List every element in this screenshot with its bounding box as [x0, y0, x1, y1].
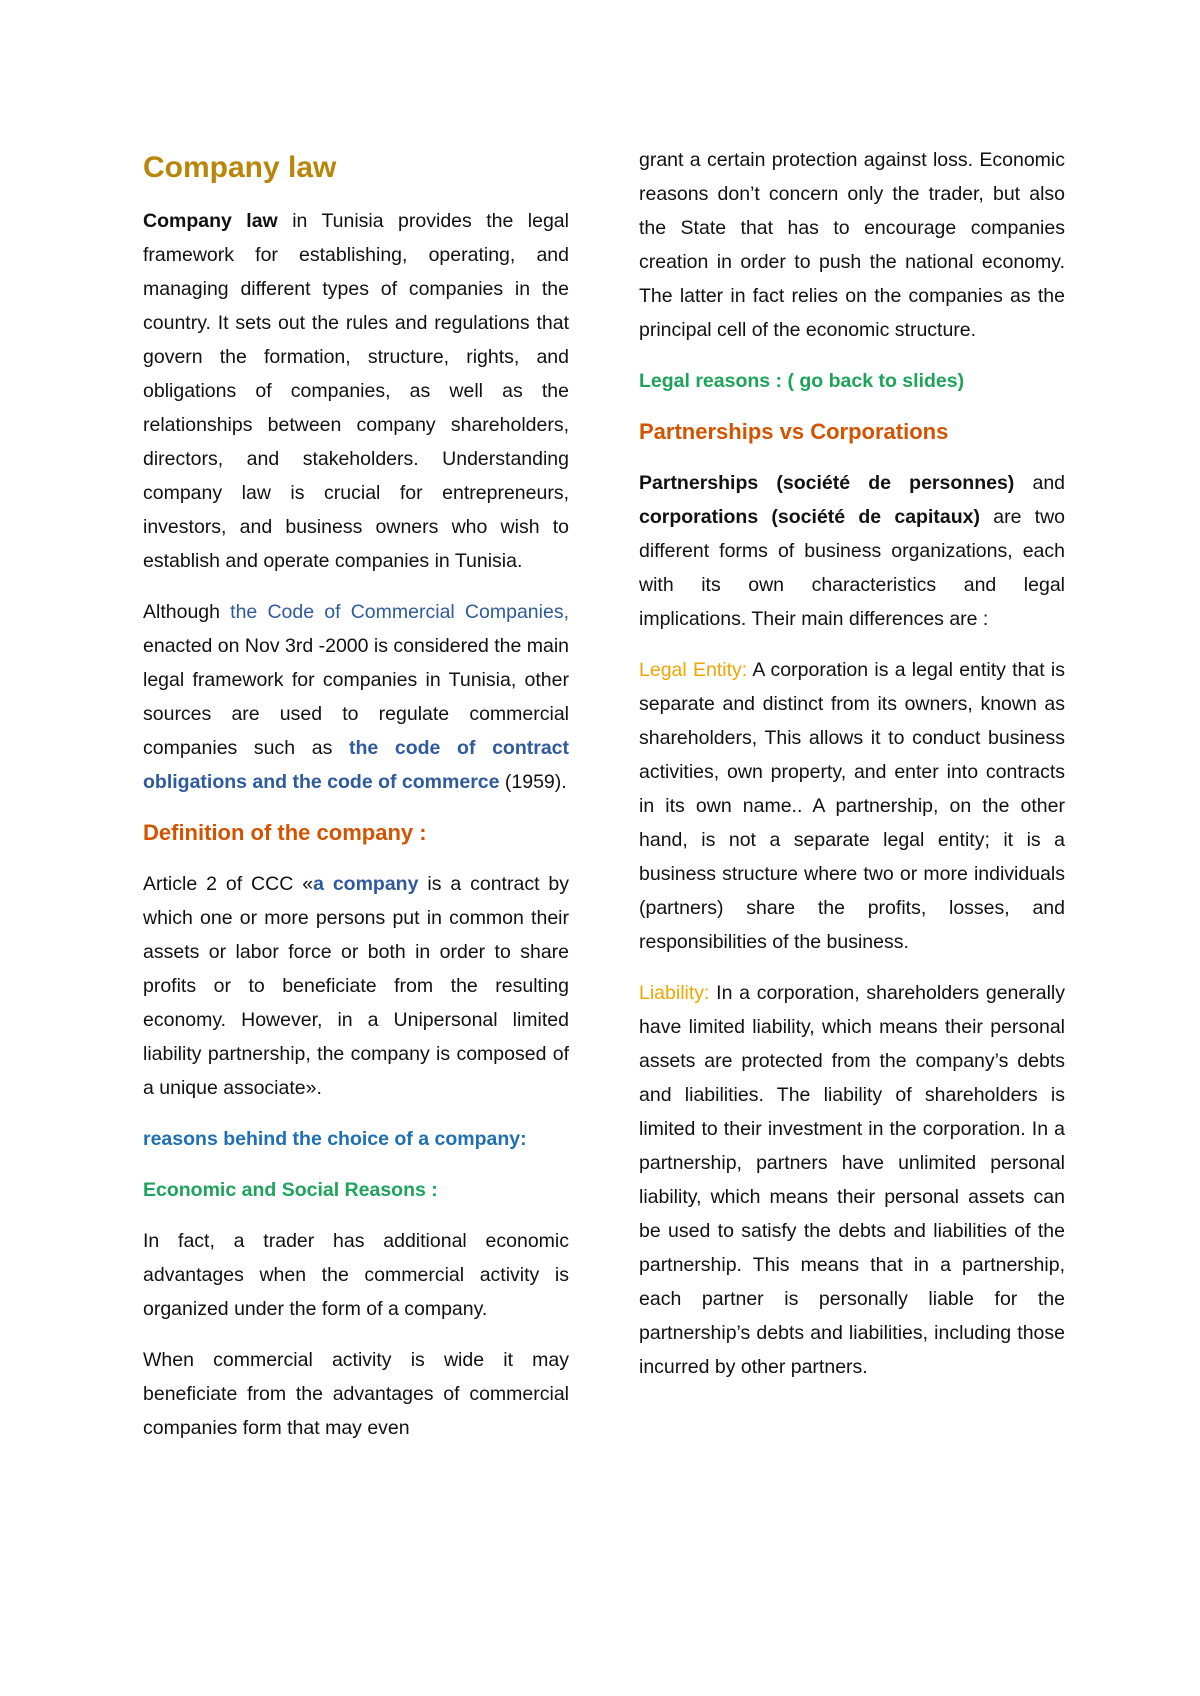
forms-text-b: are two different forms of business organizations, each with its own characteristics and legal implications. Their main differences are :: [639, 506, 1065, 630]
left-column: [143, 148, 569, 1462]
intro-paragraph: [143, 204, 569, 578]
liability-text: In a corporation, shareholders generally have limited liability, which means their personal assets are protected from the company’s debts and liabilities. The liability of shareholders is limited to their investment in the corporation. In a partnership, partners have unlimited personal liability, which means their personal assets can be used to satisfy the debts and liabilities of the partnership. This means that in a partnership, each partner is personally liable for the partnership’s debts and liabilities, including those incurred by other partners.: [639, 982, 1065, 1378]
economic-paragraph-1: In fact, a trader has additional economic advantages when the commercial activity is organized under the form of a company.: [143, 1230, 569, 1320]
definition-text-b: is a contract by which one or more persons put in common their assets or labor force or both in order to share profits or to beneficiate from the resulting economy. However, in a Unipersonal limited liability partnership, the company is composed of a unique associate».: [143, 873, 569, 1099]
legal-entity-label: Legal Entity:: [639, 659, 748, 681]
code-obligations-ref: the code of contract obligations and the code of commerce: [143, 737, 570, 793]
intro-lead: Company law: [143, 210, 278, 232]
economic-reasons-heading: Economic and Social Reasons :: [143, 1179, 438, 1201]
economic-paragraph-continued: grant a certain protection against loss. Economic reasons don’t concern only the trader, but also the State that has to encourage companies creation in order to push the national economy. The latter in fact relies on the companies as the principal cell of the economic structure.: [639, 149, 1065, 341]
forms-text-a: and: [1014, 472, 1066, 494]
sources-text-b: enacted on Nov 3rd -2000 is considered the main legal framework for companies in Tunisia, other sources are used to regulate commercial companies such as: [143, 635, 570, 759]
liability-label: Liability:: [639, 982, 710, 1004]
sources-text-c: (1959).: [499, 771, 567, 793]
corporations-term: corporations (société de capitaux): [639, 506, 980, 528]
definition-heading: Definition of the company :: [143, 820, 427, 845]
reasons-heading: reasons behind the choice of a company:: [143, 1128, 527, 1150]
partnerships-term: Partnerships (société de personnes): [639, 472, 1015, 494]
code-commercial-companies-ref: the Code of Commercial Companies,: [230, 601, 569, 623]
legal-entity-text: A corporation is a legal entity that is separate and distinct from its owners, known as shareholders, This allows it to conduct business activities, own property, and enter into contracts in its own name.. A partnership, on the other hand, is not a separate legal entity; it is a business structure where two or more individuals (partners) share the profits, losses, and responsibilities of the business.: [639, 659, 1065, 953]
company-term: a company: [313, 873, 419, 895]
sources-paragraph: [143, 595, 569, 799]
economic-paragraph-2: When commercial activity is wide it may beneficiate from the advantages of commercial companies form that may even: [143, 1349, 569, 1439]
legal-entity-paragraph: [639, 653, 1065, 959]
sources-text-a: Although: [143, 601, 231, 623]
definition-paragraph: [143, 867, 569, 1105]
liability-paragraph: [639, 976, 1065, 1384]
forms-paragraph: [639, 466, 1065, 636]
legal-reasons-heading: Legal reasons : ( go back to slides): [639, 370, 965, 392]
intro-text: in Tunisia provides the legal framework for establishing, operating, and managing different types of companies in the country. It sets out the rules and regulations that govern the formation, structure, rights, and obligations of companies, as well as the relationships between company shareholders, directors, and stakeholders. Understanding company law is crucial for entrepreneurs, investors, and business owners who wish to establish and operate companies in Tunisia.: [143, 210, 569, 572]
partnerships-heading: Partnerships vs Corporations: [639, 419, 949, 444]
definition-text-a: Article 2 of CCC «: [143, 873, 314, 895]
right-column: [639, 143, 1065, 1401]
page-title: Company law: [143, 151, 337, 184]
